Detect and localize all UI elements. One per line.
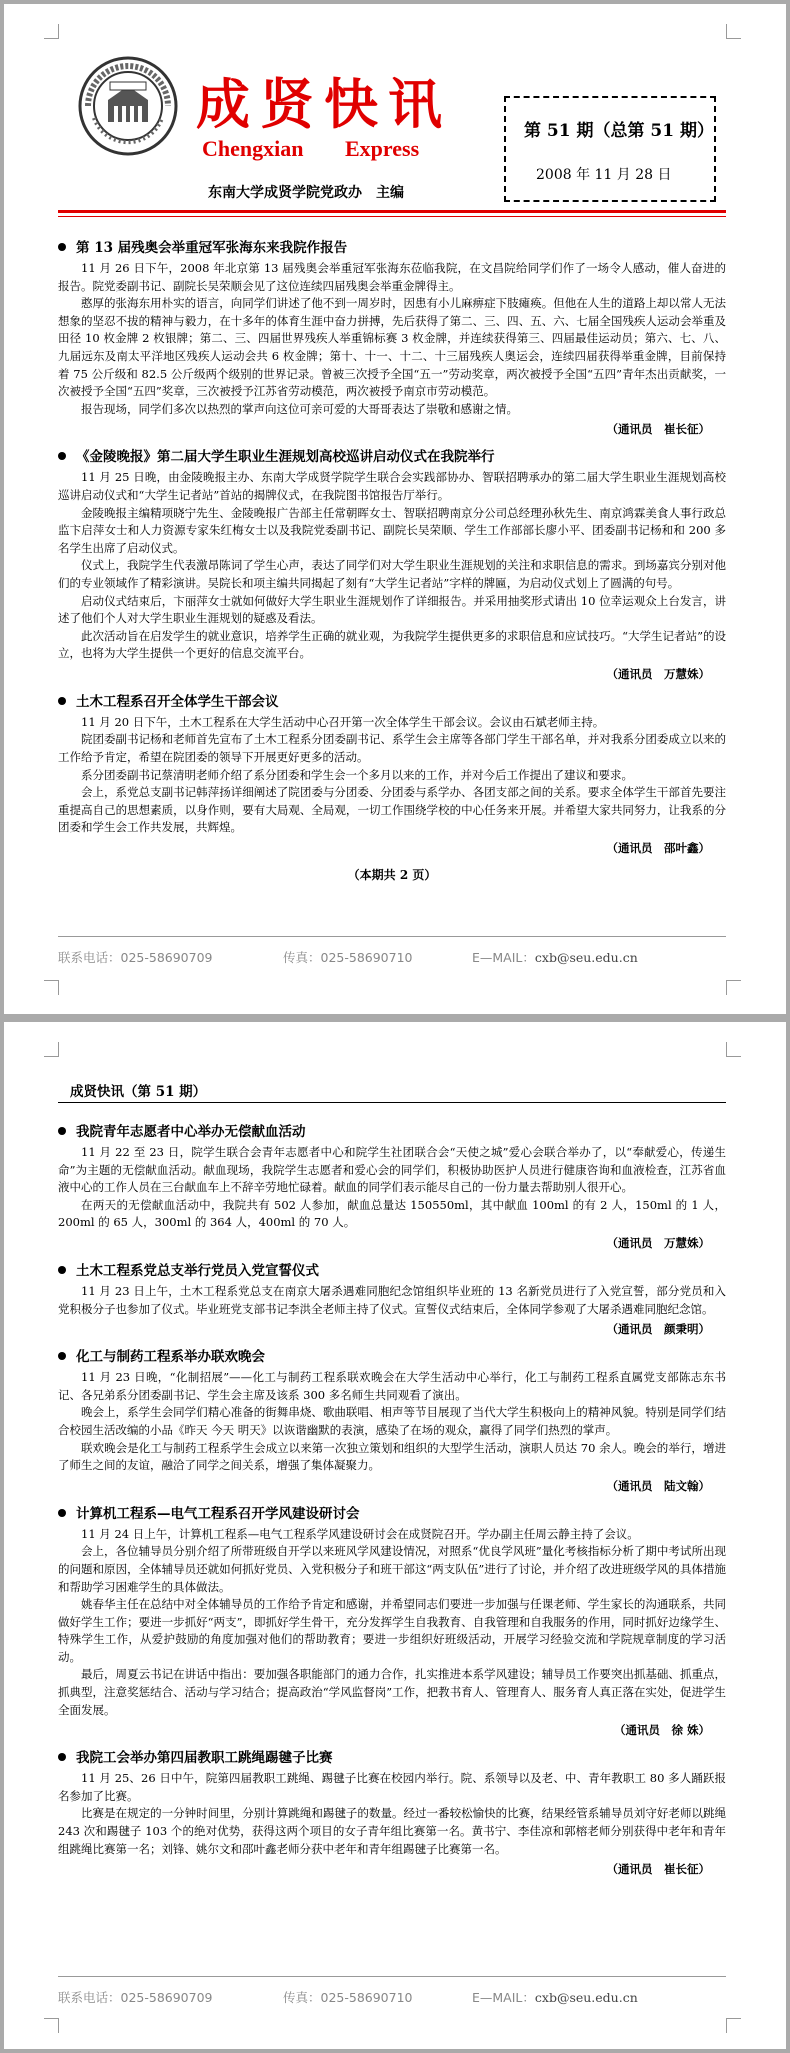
article-paragraph: 姚春华主任在总结中对全体辅导员的工作给予肯定和感谢，并希望同志们要进一步加强与任课老师、学生家长的沟通联系，共同做好学生工作；要进一步抓好“两支”，即抓好学生骨干，充分发挥学生自我教育、自我管理和自我服务的作用，同时抓好边缘学生、特殊学生工作，从爱护鼓励的角度加强对他们的帮助教育；要进一步组织好班级活动，开展学习经验交流和学院规章制度的学习活动。: [58, 1597, 726, 1664]
footer-email-label: E—MAIL：: [472, 950, 535, 965]
article: [58, 1120, 726, 1251]
crop-mark: [44, 1042, 59, 1057]
footer-email-address[interactable]: cxb@seu.edu.cn: [534, 950, 638, 965]
article-byline: （通讯员 邵叶鑫）: [606, 841, 710, 856]
article-paragraph: 最后，周夏云书记在讲话中指出：要加强各职能部门的通力合作，扎实推进本系学风建设；辅导员工作要突出抓基础、抓重点，抓典型，注意奖惩结合、活动与学习结合；提高政治“学风监督岗”工作，把教书育人、管理育人、服务育人真正落在实处，促进学生全面发展。: [58, 1667, 726, 1717]
crop-mark: [44, 24, 59, 39]
issue-info-box: [504, 96, 716, 202]
article: [58, 445, 726, 682]
article-title: [58, 445, 726, 465]
article-paragraph: 比赛是在规定的一分钟时间里，分别计算跳绳和踢毽子的数量。经过一番较松愉快的比赛，结果经管系辅导员刘守好老师以跳绳 243 次和踢毽子 103 个的绝对优势，获得这两个项目的女子青年组比赛第一名。黄书宁、李佳凉和郭榕老师分别获得中老年和青年组跳绳比赛第一名；刘锋、姚尔文和邵叶鑫老师分获中老年和青年组踢毽子比赛第一名。: [58, 1806, 726, 1856]
bullet-icon: [58, 243, 66, 251]
article-paragraph: 11 月 23 日上午，土木工程系党总支在南京大屠杀遇难同胞纪念馆组织毕业班的 13 名新党员进行了入党宣誓，部分党员和入党积极分子也参加了仪式。毕业班党支部书记李洪全老师主持了仪式。宣誓仪式结束后，全体同学参观了大屠杀遇难同胞纪念馆。: [58, 1283, 726, 1316]
crop-mark: [726, 980, 741, 995]
crop-mark: [44, 2018, 59, 2033]
article-byline: （通讯员 徐 姝）: [613, 1723, 710, 1738]
article-paragraph: 憨厚的张海东用朴实的语言，向同学们讲述了他不到一周岁时，因患有小儿麻痹症下肢瘫痪。但他在人生的道路上却以常人无法想象的坚忍不拔的精神与毅力，在十多年的体育生涯中奋力拼搏，先后获得了第二、三、四、五、六、七届全国残疾人运动会举重及田径 10 枚金牌 2 枚银牌；第二、三、四届世界残疾人举重锦标赛 3 枚金牌，并连续获得第三、四届最佳运动员；第六、七、八、九届远东及南太平洋地区残疾人运动会共 6 枚金牌；第十、十一、十二、十三届残疾人奥运会，连续四届获得举重金牌，目前保持着 75 公斤级和 82.5 公斤级两个级别的世界记录。曾被三次授予全国“五一”劳动奖章，两次被授予全国“五四”青年杰出贡献奖，一次被授予全国“五四”奖章，三次被授予江苏省劳动模范，两次被授予南京市劳动模范。: [58, 296, 726, 399]
article-paragraph: 11 月 25、26 日中午，院第四届教职工跳绳、踢毽子比赛在校园内举行。院、系领导以及老、中、青年教职工 80 多人踊跃报名参加了比赛。: [58, 1771, 726, 1803]
crop-mark: [44, 980, 59, 995]
article: [58, 1259, 726, 1337]
article: [58, 1502, 726, 1739]
article-paragraph: 报告现场，同学们多次以热烈的掌声向这位可亲可爱的大哥哥表达了崇敬和感谢之情。: [81, 401, 518, 416]
footer-rule: [58, 936, 726, 937]
footer-email-address[interactable]: cxb@seu.edu.cn: [534, 1990, 638, 2005]
footer-email: [472, 1988, 638, 2006]
article-title: [58, 690, 726, 710]
bullet-icon: [58, 1127, 66, 1135]
article-title-text: 土木工程系召开全体学生干部会议: [76, 693, 279, 710]
footer-rule: [58, 1976, 726, 1977]
article-paragraph: 联欢晚会是化工与制药工程系学生会成立以来第一次独立策划和组织的大型学生活动，演职人员达 70 余人。晚会的举行，增进了师生之间的友谊，融洽了同学之间关系，增强了集体凝聚力。: [58, 1440, 726, 1473]
page-count-note: （本期共 2 页）: [347, 868, 437, 883]
crop-mark: [726, 1042, 741, 1057]
page-2-header-rule: [58, 1102, 726, 1103]
article-paragraph: 11 月 24 日上午，计算机工程系—电气工程系学风建设研讨会在成贤院召开。学办副主任周云静主持了会议。: [81, 1526, 639, 1541]
bullet-icon: [58, 1509, 66, 1517]
university-seal-logo: [78, 56, 178, 156]
article-byline: （通讯员 万慧姝）: [606, 666, 710, 681]
article-title: [58, 1746, 726, 1766]
page-1: [4, 4, 786, 1014]
bullet-icon: [58, 1352, 66, 1360]
issue-date: 2008 年 11 月 28 日: [536, 167, 672, 183]
article-paragraph: 在两天的无偿献血活动中，我院共有 502 人参加，献血总量达 150550ml，其中献血 100ml 的有 2 人，150ml 的 1 人，200ml 的 65 人，300ml 的 364 人，400ml 的 70 人。: [58, 1197, 726, 1230]
footer-email-label: E—MAIL：: [472, 1990, 535, 2005]
article-paragraph: 11 月 20 日下午，土木工程系在大学生活动中心召开第一次全体学生干部会议。会议由石斌老师主持。: [81, 714, 605, 729]
article-title-text: 《金陵晚报》第二届大学生职业生涯规划高校巡讲启动仪式在我院举行: [76, 449, 495, 466]
article-title-text: 第 13 届残奥会举重冠军张海东来我院作报告: [76, 240, 348, 256]
article-title-text: 化工与制药工程系举办联欢晚会: [76, 1349, 265, 1366]
article-paragraph: 晚会上，系学生会同学们精心准备的街舞串烧、歌曲联唱、相声等节目展现了当代大学生积极向上的精神风貌。特别是同学们结合校园生活改编的小品《昨天 今天 明天》以诙谐幽默的表演，感染了在场的观众，赢得了同学们热烈的掌声。: [58, 1405, 726, 1437]
masthead-host: 东南大学成贤学院党政办 主编: [208, 185, 404, 201]
article-title-text: 我院工会举办第四届教职工跳绳踢毽子比赛: [76, 1750, 333, 1767]
article-title: [58, 1120, 726, 1140]
article-byline: （通讯员 崔长征）: [606, 1862, 710, 1877]
article-paragraph: 仪式上，我院学生代表激昂陈词了学生心声，表达了同学们对大学生职业生涯规划的关注和求职信息的需求。到场嘉宾分别对他们的专业领域作了精彩演讲。吴院长和项主编共同揭起了刻有“大学生记者站”字样的牌匾，为启动仪式划上了圆满的句号。: [58, 558, 726, 590]
article-paragraph: 11 月 25 日晚，由金陵晚报主办、东南大学成贤学院学生联合会实践部协办、智联招聘承办的第二届大学生职业生涯规划高校巡讲启动仪式和“大学生记者站”首站的揭牌仪式，在我院图书馆报告厅举行。: [58, 470, 726, 502]
crop-mark: [726, 2018, 741, 2033]
article-title-text: 计算机工程系—电气工程系召开学风建设研讨会: [76, 1505, 360, 1522]
article-paragraph: 院团委副书记杨和老师首先宣布了土木工程系分团委副书记、系学生会主席等各部门学生干部名单，并对我系分团委成立以来的工作给予肯定，希望在院团委的领导下开展更好更多的活动。: [58, 732, 726, 765]
article-byline: （通讯员 崔长征）: [606, 422, 710, 437]
article-title: [58, 1345, 726, 1365]
footer-fax: 传真：025-58690710: [283, 1990, 413, 2005]
bullet-icon: [58, 697, 66, 705]
article: [58, 690, 726, 856]
masthead-rule: [58, 210, 726, 213]
article-paragraph: 启动仪式结束后，卞丽萍女士就如何做好大学生职业生涯规划作了详细报告。并采用抽奖形式请出 10 位幸运观众上台发言，讲述了他们个人对大学生职业生涯规划的疑惑及看法。: [58, 593, 726, 626]
footer-phone: 联系电话：025-58690709: [58, 950, 213, 965]
article: [58, 1746, 726, 1877]
bullet-icon: [58, 452, 66, 460]
masthead-rule-thin: [58, 216, 726, 217]
bullet-icon: [58, 1266, 66, 1274]
article: [58, 236, 726, 437]
crop-mark: [726, 24, 741, 39]
page-2: [4, 1022, 786, 2049]
article-title-text: 土木工程系党总支举行党员入党宣誓仪式: [76, 1262, 319, 1279]
article-title: [58, 236, 726, 256]
article-paragraph: 11 月 23 日晚，“化制招展”——化工与制药工程系联欢晚会在大学生活动中心举行，化工与制药工程系直属党支部陈志东书记、各兄弟系分团委副书记、学生会主席及该系 300 多名师生共同观看了演出。: [58, 1370, 726, 1402]
article-byline: （通讯员 万慧姝）: [606, 1235, 710, 1250]
masthead-title-en: Chengxian Express: [202, 136, 420, 161]
page-1-content: [58, 236, 726, 883]
article-paragraph: 此次活动旨在启发学生的就业意识，培养学生正确的就业观，为我院学生提供更多的求职信息和应试技巧。“大学生记者站”的设立，也将为大学生提供一个更好的信息交流平台。: [58, 628, 726, 661]
article-paragraph: 系分团委副书记蔡清明老师介绍了系分团委和学生会一个多月以来的工作，并对今后工作提出了建议和要求。: [81, 767, 633, 782]
article-byline: （通讯员 陆文翰）: [606, 1478, 710, 1493]
footer-fax: 传真：025-58690710: [283, 950, 413, 965]
article-paragraph: 11 月 26 日下午，2008 年北京第 13 届残奥会举重冠军张海东莅临我院，在文昌院给同学们作了一场令人感动，催人奋进的报告。院党委副书记、副院长吴荣顺会见了这位连续四届残奥会举重金牌得主。: [58, 261, 726, 293]
article-byline: （通讯员 颜秉明）: [606, 1322, 710, 1337]
masthead-title-cn: 成贤快讯: [196, 72, 452, 136]
article-paragraph: 金陵晚报主编精项晓宁先生、金陵晚报广告部主任常朝晖女士、智联招聘南京分公司总经理孙秋先生、南京鸿霖美食人事行政总监卞启萍女士和人力资源专家朱红梅女士以及我院党委副书记、副院长吴荣顺、学生工作部部长廖小平、团委副书记杨和和 200 多名学生出席了启动仪式。: [58, 505, 726, 555]
article-title: [58, 1502, 726, 1522]
bullet-icon: [58, 1753, 66, 1761]
article-paragraph: 11 月 22 至 23 日，院学生联合会青年志愿者中心和院学生社团联合会“天使之城”爱心会联合举办了，以“奉献爱心，传递生命”为主题的无偿献血活动。献血现场，我院学生志愿者和爱心会的同学们，积极协助医护人员进行健康咨询和血液检查，江苏省血液中心的工作人员在三台献血车上不辞辛劳地忙碌着。献血的同学们表示能尽自己的一份力量去帮助别人很开心。: [58, 1145, 726, 1195]
article-title-text: 我院青年志愿者中心举办无偿献血活动: [76, 1124, 306, 1140]
article-paragraph: 会上，各位辅导员分别介绍了所带班级自开学以来班风学风建设情况，对照系“优良学风班”量化考核指标分析了期中考试所出现的问题和原因，全体辅导员还就如何抓好党员、入党积极分子和班干部这“两支队伍”进行了讨论，并介绍了改进班级学风的具体措施和帮助学习困难学生的具体做法。: [58, 1544, 726, 1594]
page-2-content: [58, 1120, 726, 1885]
article-paragraph: 会上，系党总支副书记韩萍扬详细阐述了院团委与分团委、分团委与系学办、各团支部之间的关系。要求全体学生干部首先要注重提高自己的思想素质，以身作则，要有大局观、全局观，一切工作围绕学校的中心任务来开展。并希望大家共同努力，让我系的分团委和学生会工作共发展，共辉煌。: [58, 785, 726, 835]
footer-phone: 联系电话：025-58690709: [58, 1990, 213, 2005]
issue-number: 第 51 期（总第 51 期）: [524, 121, 714, 141]
article-title: [58, 1259, 726, 1279]
article: [58, 1345, 726, 1494]
footer-email: [472, 948, 638, 966]
page-2-header: 成贤快讯（第 51 期）: [70, 1084, 207, 1100]
